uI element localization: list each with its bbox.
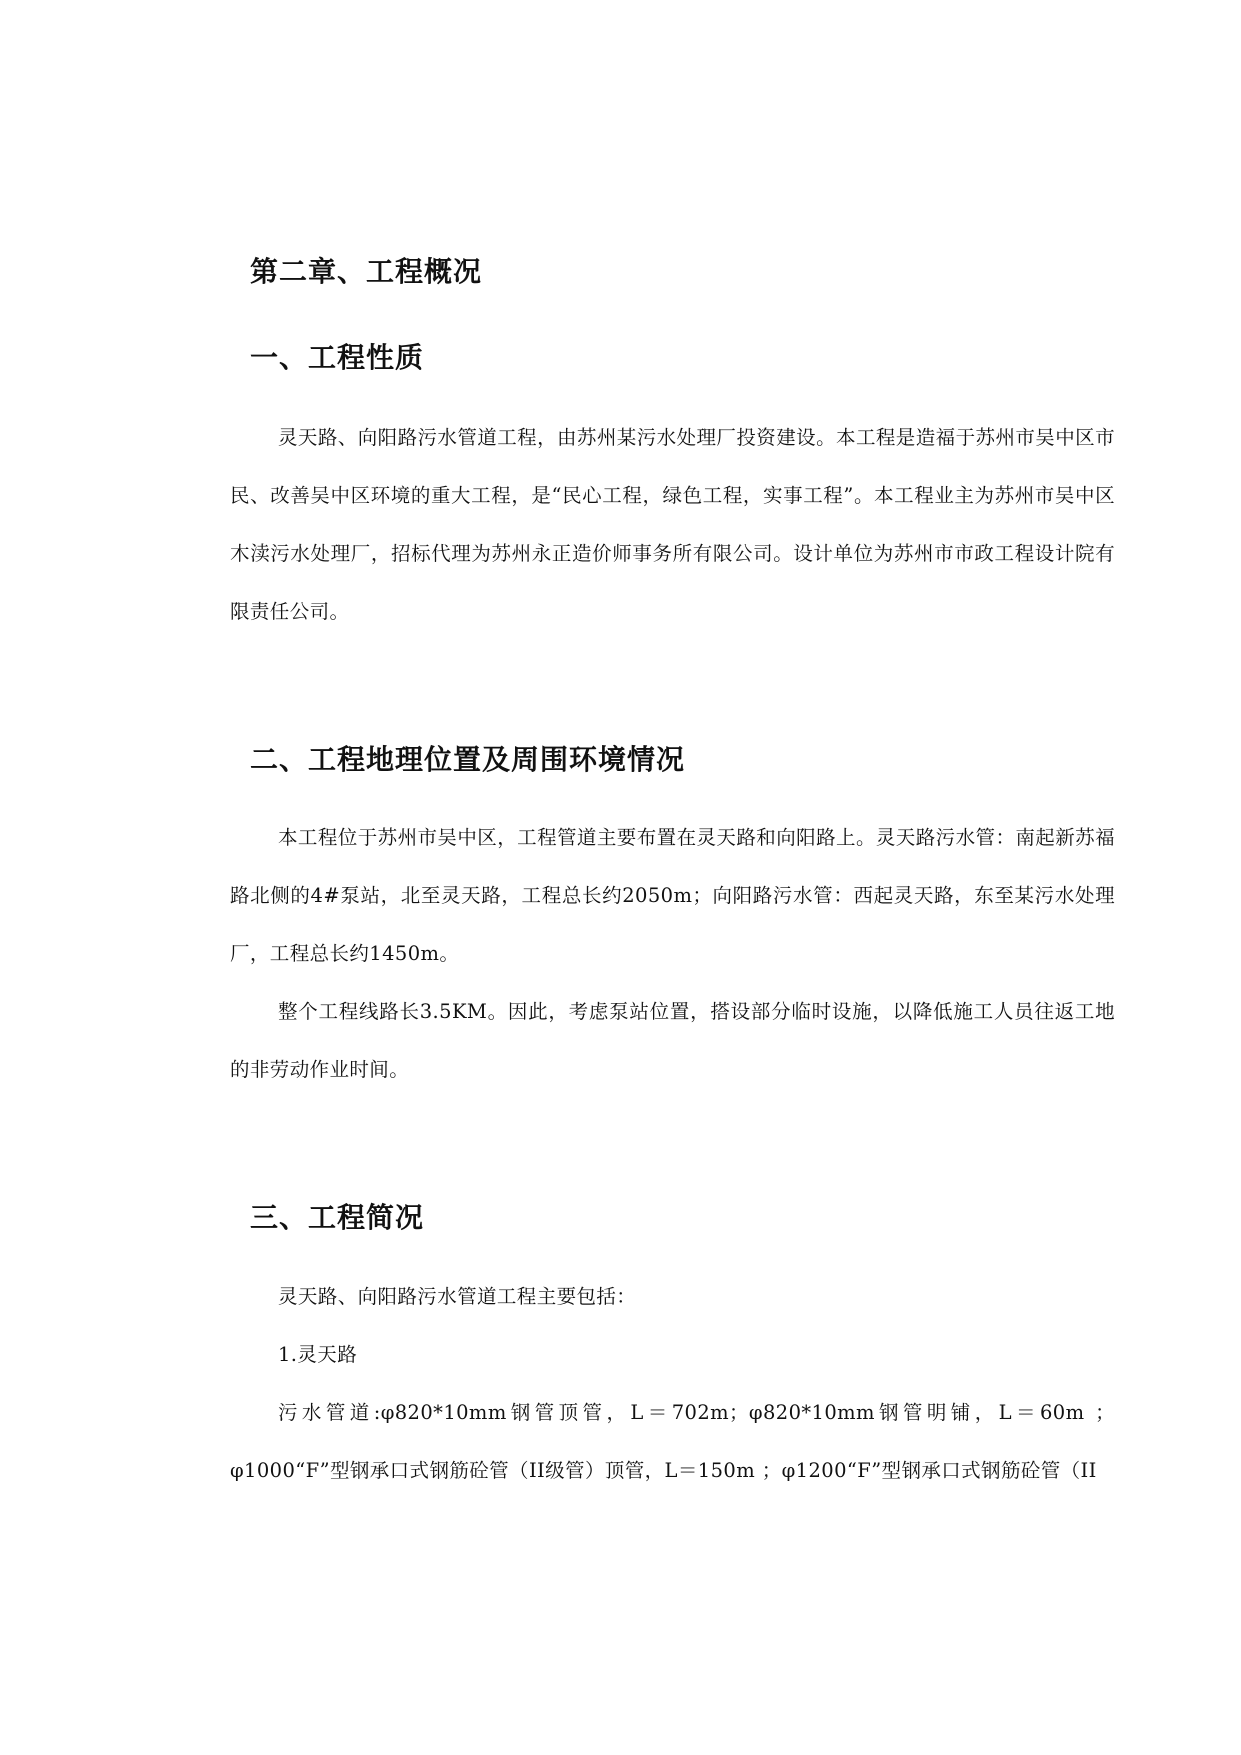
paragraph-list-item-lingtian: 1.灵天路 [278,1343,358,1366]
section-heading-overview: 三、工程简况 [250,1201,425,1234]
paragraph-route-length: 整个工程线路长3.5KM。因此，考虑泵站位置，搭设部分临时设施，以降低施工人员往返工地的非劳动作业时间。 [230,1000,1115,1081]
paragraph-sewer-pipe-specs: 污水管道:φ820*10mm钢管顶管，L＝702m；φ820*10mm钢管明铺，L＝60m ；φ1000“F”型钢承口式钢筋砼管（II级管）顶管，L＝150m ；φ1200“F”型钢承口式钢筋砼管（II [230,1401,1115,1482]
chapter-title: 第二章、工程概况 [250,255,483,288]
paragraph-location: 本工程位于苏州市吴中区，工程管道主要布置在灵天路和向阳路上。灵天路污水管：南起新苏福路北侧的4#泵站，北至灵天路，工程总长约2050m；向阳路污水管：西起灵天路，东至某污水处理厂，工程总长约1450m。 [230,826,1115,965]
section-heading-nature: 一、工程性质 [250,341,425,374]
paragraph-nature: 灵天路、向阳路污水管道工程，由苏州某污水处理厂投资建设。本工程是造福于苏州市吴中区市民、改善吴中区环境的重大工程，是“民心工程，绿色工程，实事工程”。本工程业主为苏州市吴中区木渎污水处理厂，招标代理为苏州永正造价师事务所有限公司。设计单位为苏州市市政工程设计院有限责任公司。 [230,426,1115,623]
section-heading-location: 二、工程地理位置及周围环境情况 [250,743,686,776]
paragraph-overview-intro: 灵天路、向阳路污水管道工程主要包括： [278,1285,637,1308]
